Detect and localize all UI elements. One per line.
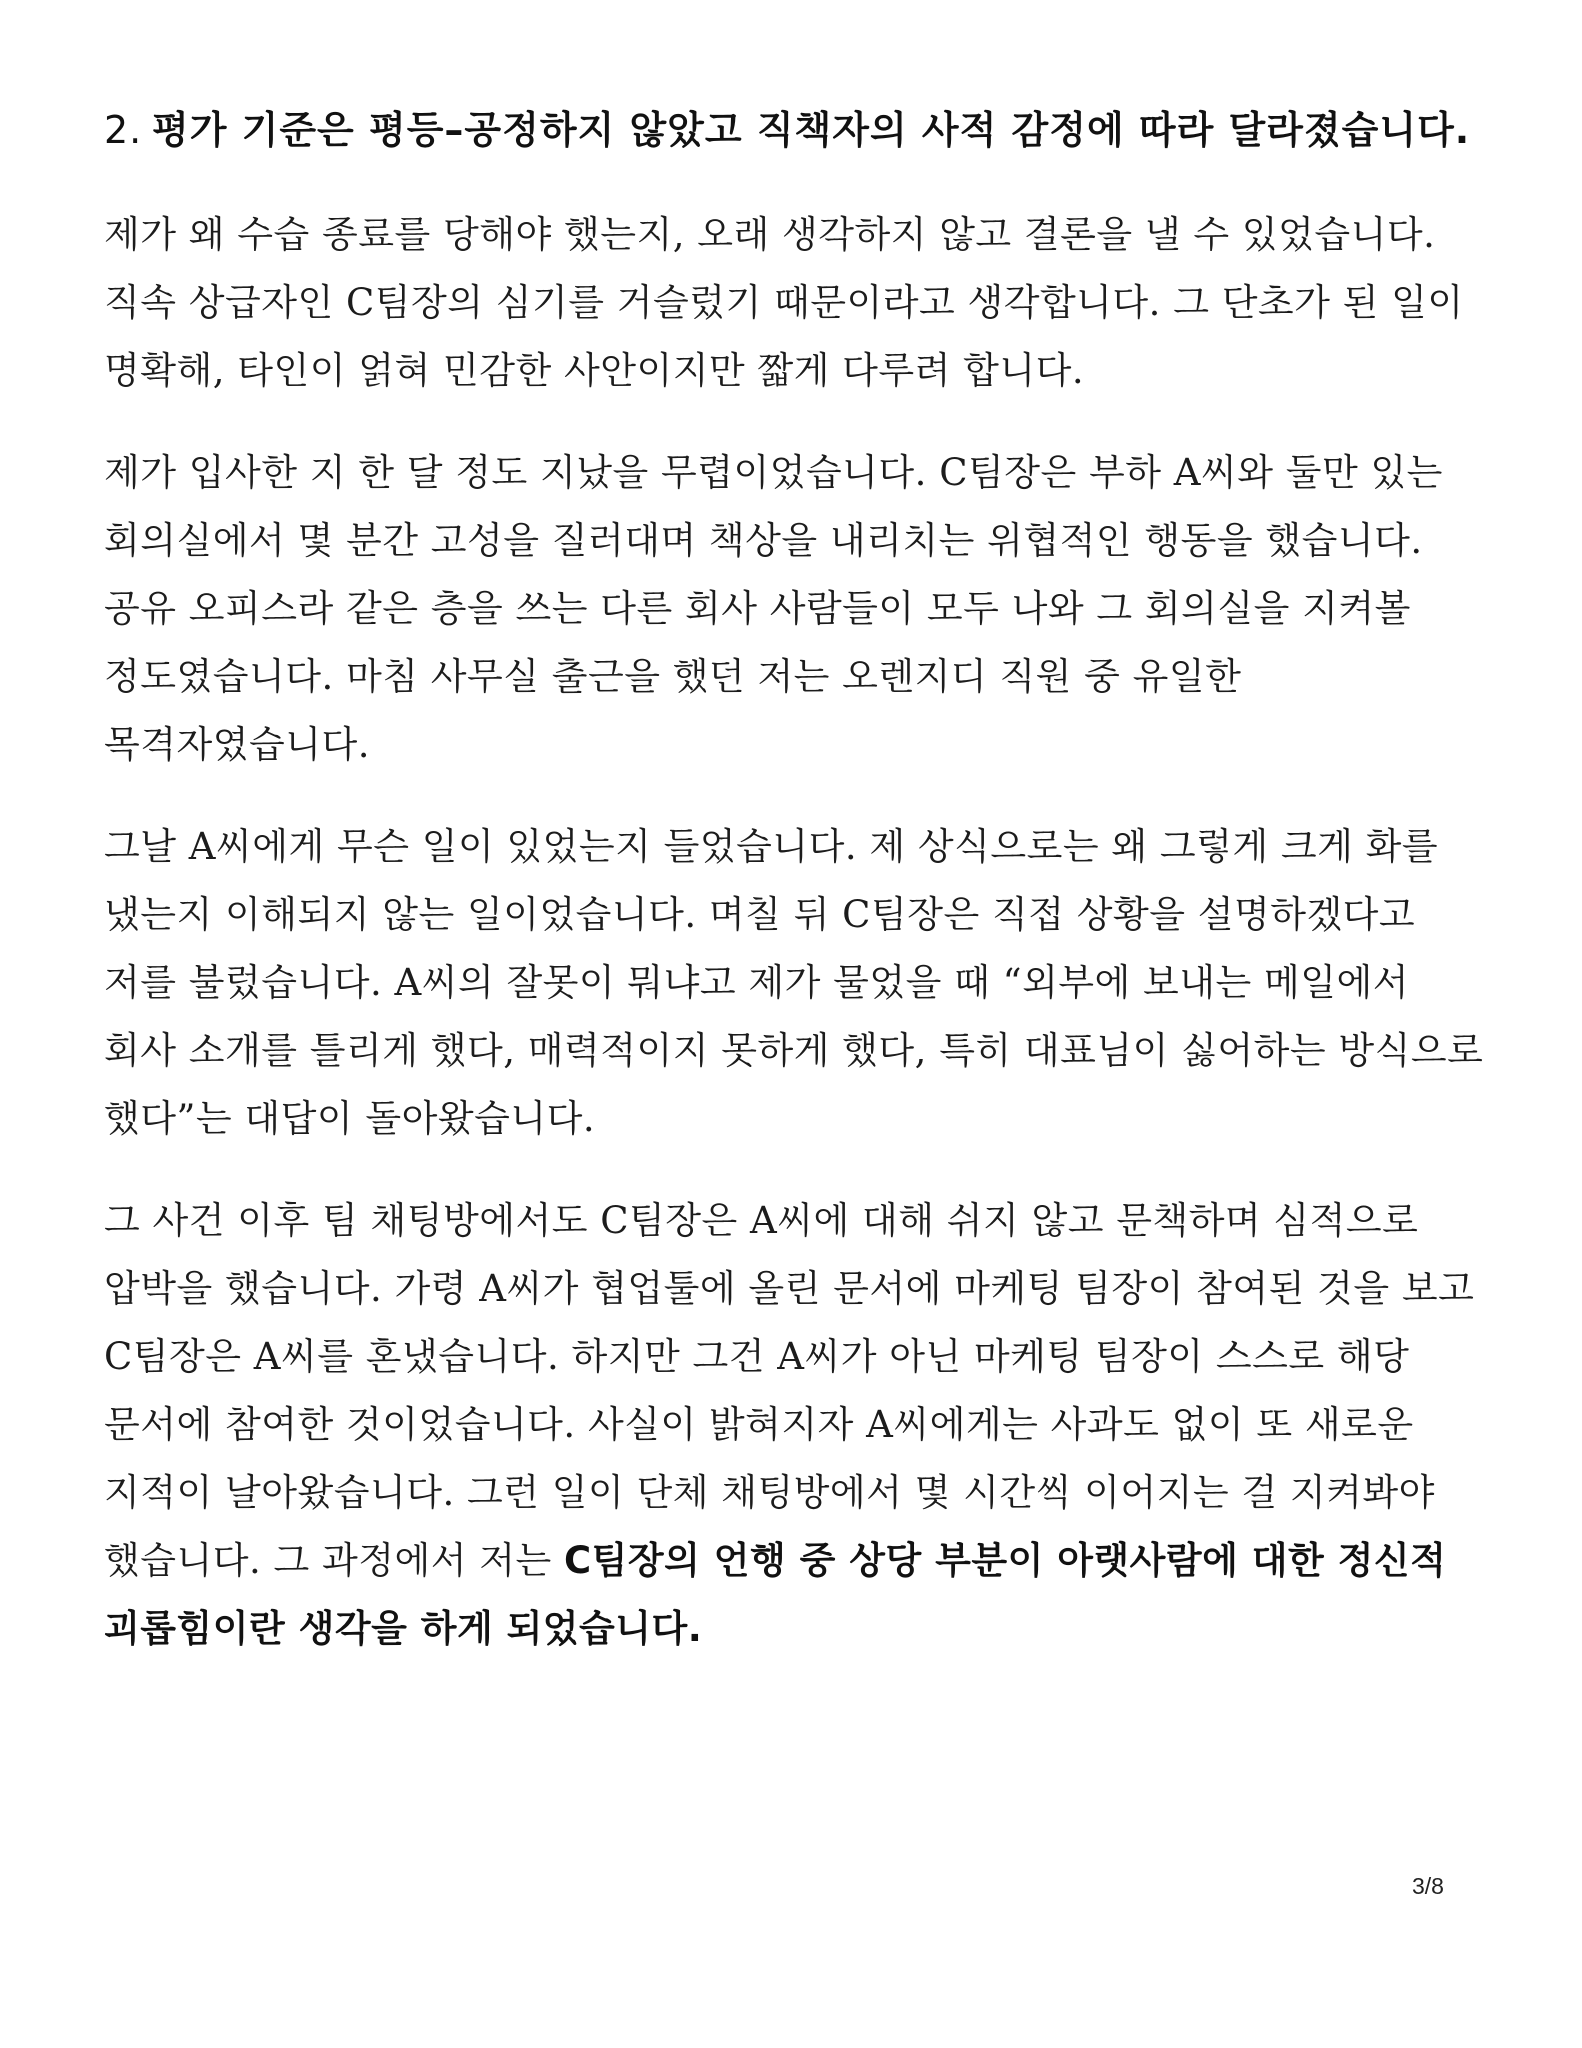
section-heading-text: 평가 기준은 평등–공정하지 않았고 직책자의 사적 감정에 따라 달라졌습니다. bbox=[152, 108, 1471, 152]
document-page bbox=[104, 95, 1484, 1697]
page-number: 3/8 bbox=[1412, 1873, 1444, 1899]
paragraph-4-text: 그 사건 이후 팀 채팅방에서도 C팀장은 A씨에 대해 쉬지 않고 문책하며 심적으로 압박을 했습니다. 가령 A씨가 협업툴에 올린 문서에 마케팅 팀장이 참여된 것을 보고 C팀장은 A씨를 혼냈습니다. 하지만 그건 A씨가 아닌 마케팅 팀장이 스스로 해당 문서에 참여한 것이었습니다. 사실이 밝혀지자 A씨에게는 사과도 없이 또 새로운 지적이 날아왔습니다. 그런 일이 단체 채팅방에서 몇 시간씩 이어지는 걸 지켜봐야 했습니다. 그 과정에서 저는 bbox=[104, 1199, 1475, 1582]
paragraph-4 bbox=[104, 1187, 1484, 1663]
paragraph-3: 그날 A씨에게 무슨 일이 있었는지 들었습니다. 제 상식으로는 왜 그렇게 크게 화를 냈는지 이해되지 않는 일이었습니다. 며칠 뒤 C팀장은 직접 상황을 설명하겠다고 저를 불렀습니다. A씨의 잘못이 뭐냐고 제가 물었을 때 “외부에 보내는 메일에서 회사 소개를 틀리게 했다, 매력적이지 못하게 했다, 특히 대표님이 싫어하는 방식으로 했다”는 대답이 돌아왔습니다. bbox=[104, 825, 1484, 1140]
section-number: 2. bbox=[104, 108, 143, 152]
section-heading bbox=[104, 95, 1484, 165]
paragraph-1: 제가 왜 수습 종료를 당해야 했는지, 오래 생각하지 않고 결론을 낼 수 있었습니다. 직속 상급자인 C팀장의 심기를 거슬렀기 때문이라고 생각합니다. 그 단초가 된 일이 명확해, 타인이 얽혀 민감한 사안이지만 짧게 다루려 합니다. bbox=[104, 213, 1464, 392]
paragraph-2: 제가 입사한 지 한 달 정도 지났을 무렵이었습니다. C팀장은 부하 A씨와 둘만 있는 회의실에서 몇 분간 고성을 질러대며 책상을 내리치는 위협적인 행동을 했습니다. 공유 오피스라 같은 층을 쓰는 다른 회사 사람들이 모두 나와 그 회의실을 지켜볼 정도였습니다. 마침 사무실 출근을 했던 저는 오렌지디 직원 중 유일한 목격자였습니다. bbox=[104, 451, 1443, 766]
paragraph-4-emphasis: C팀장의 언행 중 상당 부분이 아랫사람에 대한 정신적 괴롭힘이란 생각을 하게 되었습니다. bbox=[104, 1539, 1447, 1650]
